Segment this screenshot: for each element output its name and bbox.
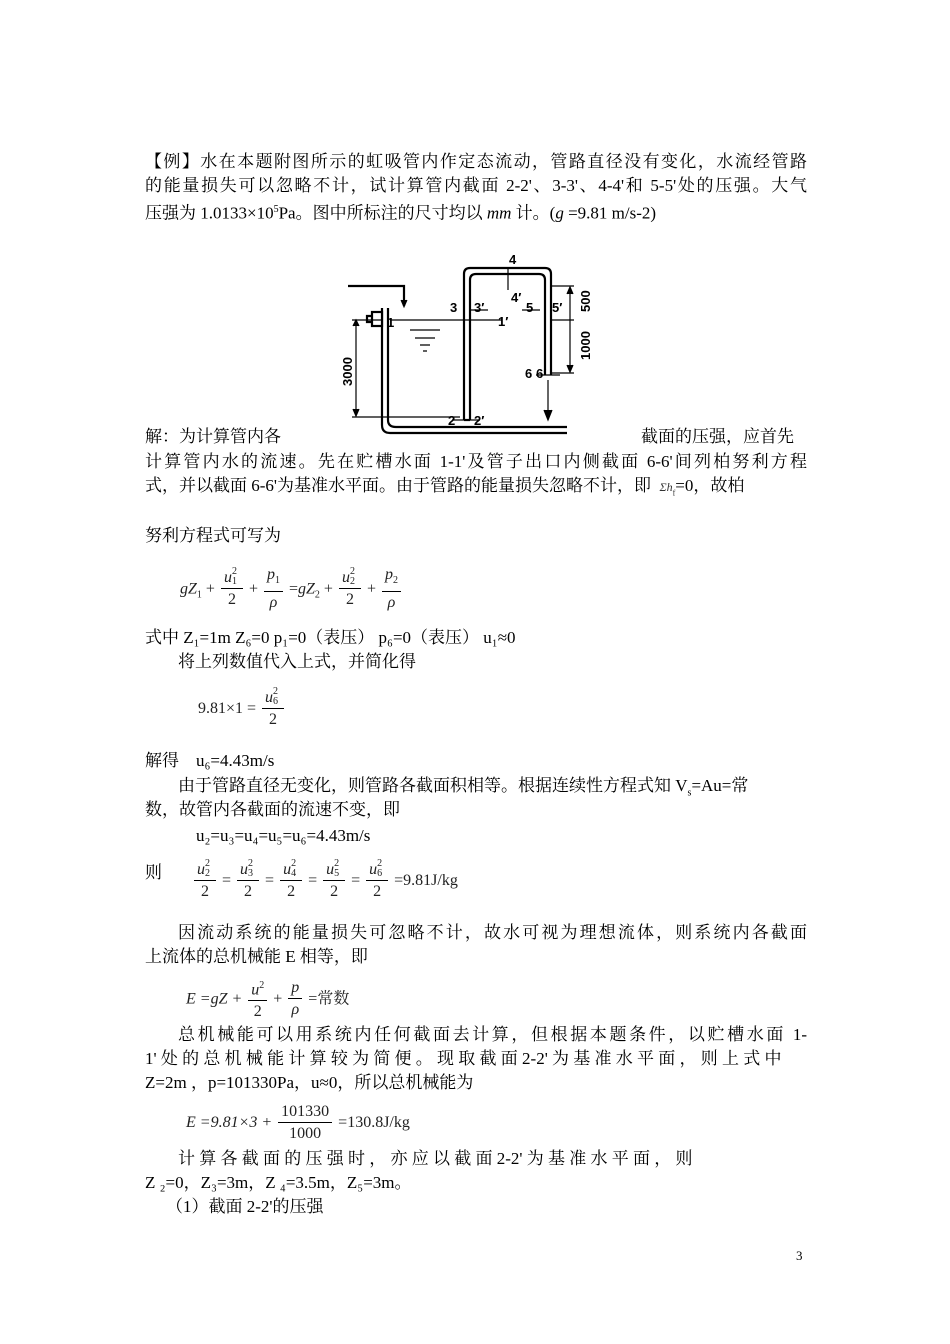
label-5p: 5′ xyxy=(552,300,563,315)
given-values: 式中 Z₁=1m Z₆=0 p₁=0（表压） p₆=0（表压） u₁≈0 xyxy=(145,628,516,647)
pressure-calc-line-1: 计 算 各 截 面 的 压 强 时 ， 亦 应 以 截 面 2-2' 为 基 准 水 平 面 ， 则 xyxy=(178,1149,693,1168)
ideal-fluid-line-1: 因流动系统的能量损失可忽略不计，故水可视为理想流体，则系统内各截面 xyxy=(178,923,807,942)
label-1p: 1′ xyxy=(498,314,509,329)
dim-500: 500 xyxy=(578,290,593,312)
solution-line-a2: 截面的压强，应首先 xyxy=(641,427,794,446)
dim-1000: 1000 xyxy=(578,331,593,360)
label-6p: 6′ xyxy=(536,366,547,381)
label-6: 6 xyxy=(525,366,533,381)
kinetic-energy-equation: u 2 2 2 = u 2 3 2 = u 2 4 2 = u 2 5 2 = u 2 6 2 =9.81J/kg xyxy=(192,860,458,903)
total-energy-line-1: 总机械能可以用系统内任何截面去计算，但根据本题条件，以贮槽水面 1- xyxy=(178,1025,807,1044)
bernoulli-equation: $gZ_1$ + u 2 1 2 + $\frac{p_1}{\rho}$ $=gZ_2$ + u 2 2 2 + $\frac{p_2}{\rho}$ xyxy=(180,565,403,614)
problem-line-3: 压强为 $1.0133\times 10^5Pa$。图中所标注的尺寸均以 mm 计。(g =9.81 m/s-2) xyxy=(145,203,657,223)
label-4p: 4′ xyxy=(511,290,522,305)
continuity-line-1: 由于管路直径无变化，则管路各截面积相等。根据连续性方程式知 $V_s=Au=$常 xyxy=(178,776,749,799)
label-5: 5 xyxy=(526,300,534,315)
section-heading-2: （1）截面 2-2'的压强 xyxy=(166,1197,324,1216)
siphon-diagram xyxy=(342,250,622,435)
continuity-line-2: 数，故管内各截面的流速不变，即 xyxy=(145,800,400,819)
label-1: 1 xyxy=(387,315,395,330)
result-value: u₆=4.43m/s xyxy=(196,751,275,770)
total-energy-line-3: Z=2m ，p=101330Pa，u≈0，所以总机械能为 xyxy=(145,1073,474,1092)
total-energy-value: E =9.81×3 + $\frac{101330}{1000}$ =130.8J/kg xyxy=(186,1103,410,1142)
label-2: 2 xyxy=(448,413,456,428)
result-label: 解得 xyxy=(145,751,179,770)
label-3: 3 xyxy=(450,300,458,315)
solution-line-b: 计算管内水的流速。先在贮槽水面 1-1'及管子出口内侧截面 6-6'间列柏努利方程 xyxy=(145,452,807,471)
ideal-fluid-line-2: 上流体的总机械能 E 相等，即 xyxy=(145,947,368,966)
solution-line-d: 努利方程式可写为 xyxy=(145,526,281,545)
equation-u6: 9.81×1 = u 2 6 2 xyxy=(198,688,286,731)
total-energy-equation: E =gZ + $\frac{u^2}{2}$ + $\frac{p}{\rho}$ =常数 xyxy=(186,976,349,1023)
substitute-text: 将上列数值代入上式，并简化得 xyxy=(178,652,416,671)
then-label: 则 xyxy=(145,863,162,882)
label-4: 4 xyxy=(509,252,517,267)
solution-line-c: 式，并以截面 6-6'为基准水平面。由于管路的能量损失忽略不计，即 $\Sigma h_f=0$，故柏 xyxy=(145,476,745,498)
label-2p: 2′ xyxy=(474,413,485,428)
dim-3000: 3000 xyxy=(340,357,355,386)
problem-line-2: 的能量损失可以忽略不计，试计算管内截面 2-2'、3-3'、4-4'和 5-5'处的压强。大气 xyxy=(145,176,807,195)
solution-line-a1: 解：为计算管内各 xyxy=(145,427,281,446)
pressure-calc-line-2: Z ₂=0，Z₃=3m，Z ₄=3.5m，Z₅=3m。 xyxy=(145,1173,412,1192)
problem-line-1: 【例】水在本题附图所示的虹吸管内作定态流动，管路直径没有变化，水流经管路 xyxy=(145,152,807,171)
velocities-equal: u₂=u₃=u₄=u₅=u₆=4.43m/s xyxy=(196,826,371,845)
label-3p: 3′ xyxy=(474,300,485,315)
page-number: 3 xyxy=(796,1248,803,1263)
total-energy-line-2: 1' 处 的 总 机 械 能 计 算 较 为 简 便 。 现 取 截 面 2-2' 为 基 准 水 平 面 ， 则 上 式 中 xyxy=(145,1049,782,1068)
